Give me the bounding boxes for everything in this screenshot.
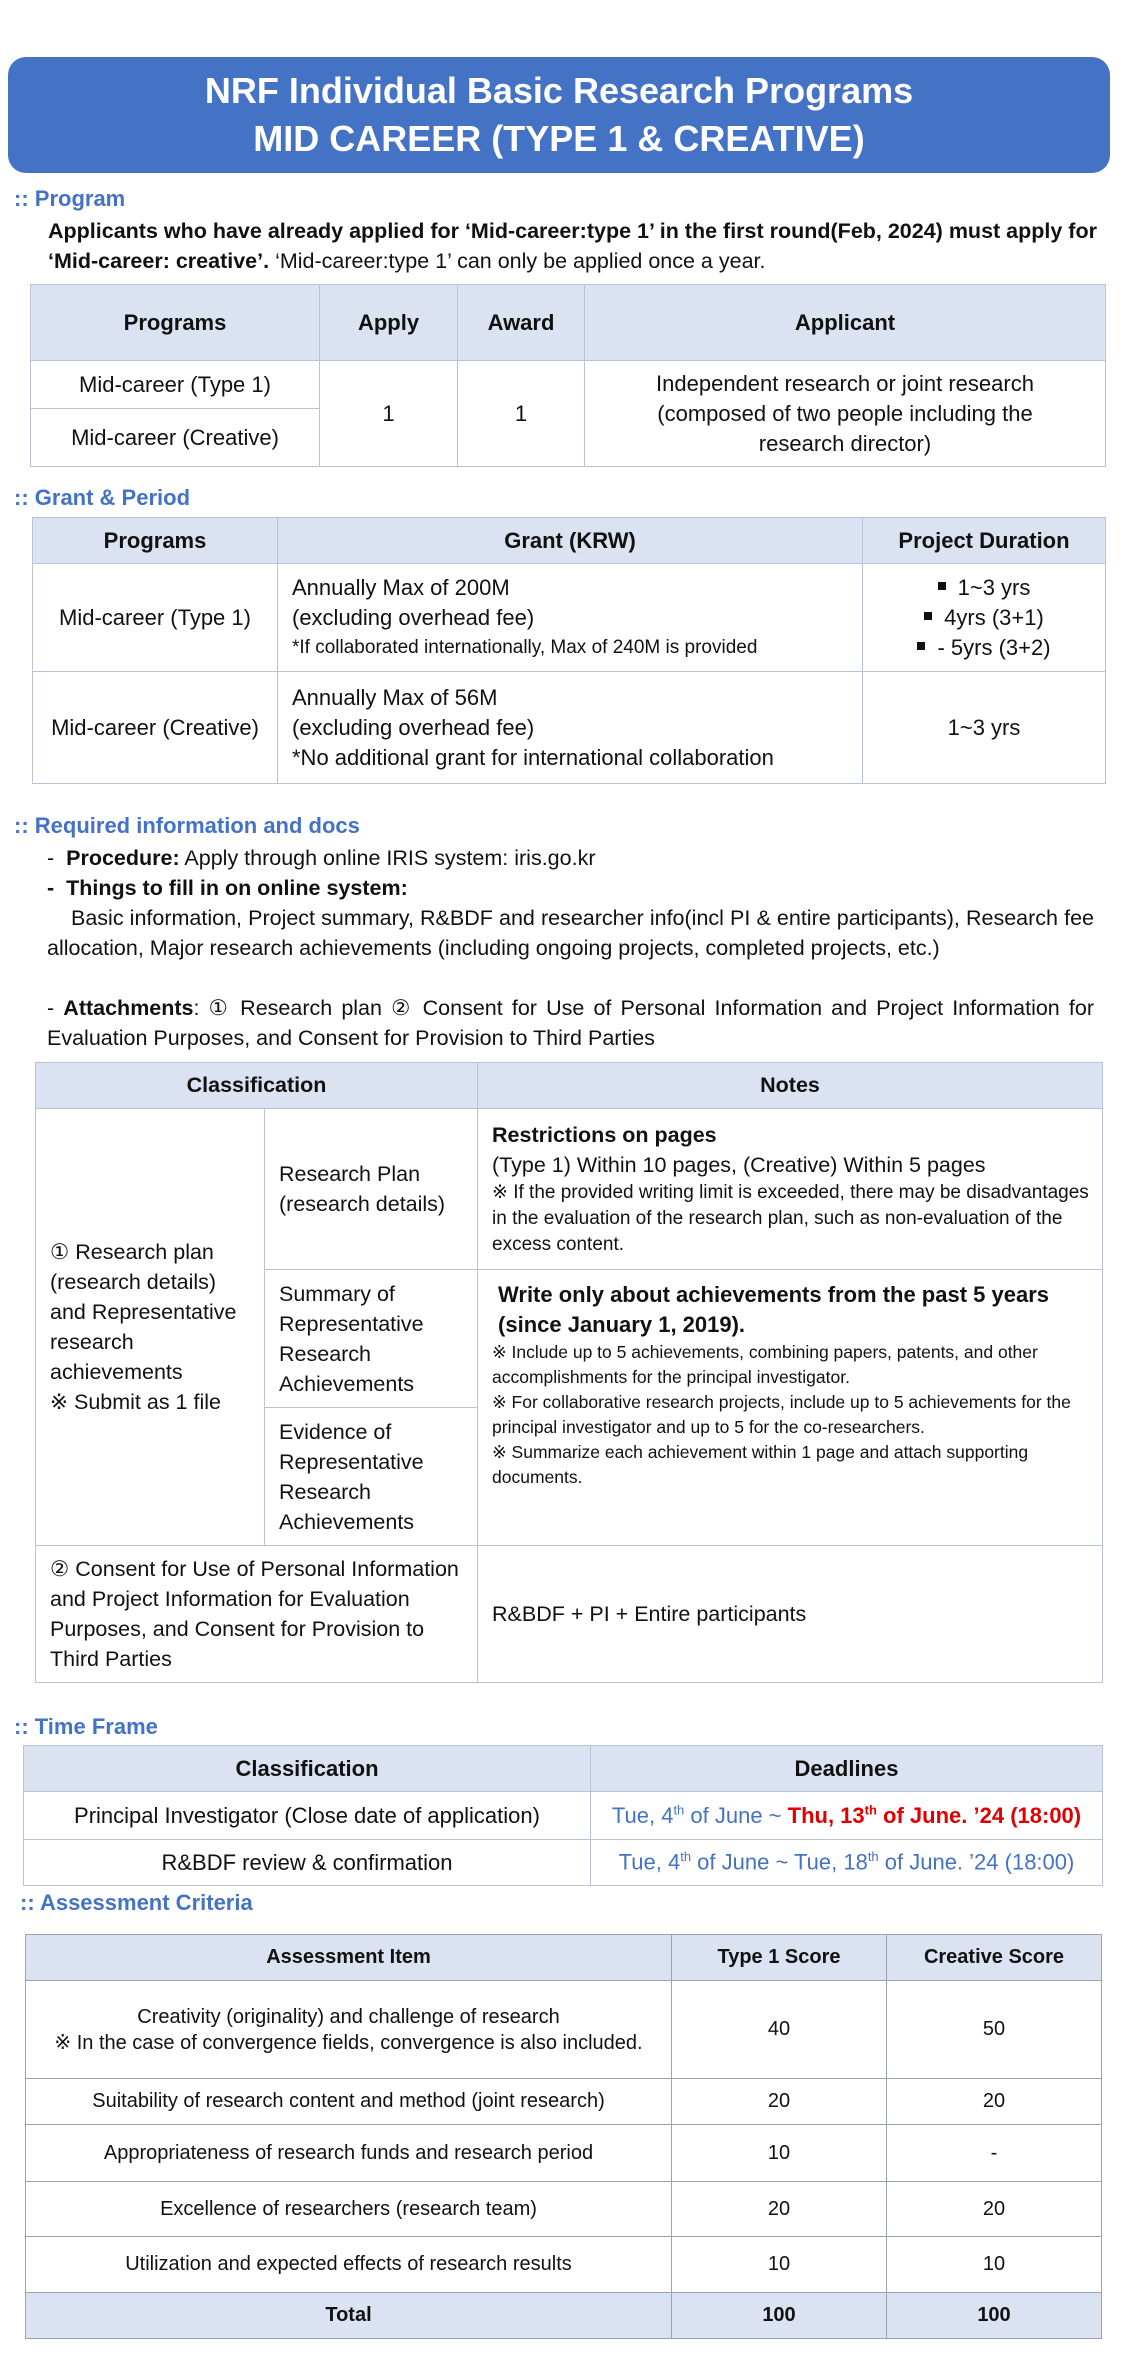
grant-row1-line2: (excluding overhead fee) [292,604,535,630]
note1-line: (Type 1) Within 10 pages, (Creative) Within 5 pages [492,1153,986,1177]
duration-item: 4yrs (3+1) [864,603,1104,633]
assessment-row4-creative: 20 [887,2182,1102,2237]
docs-sub-summary: Summary of Representative Research Achievements [265,1270,478,1408]
timeframe-row2-label: R&BDF review & confirmation [24,1840,591,1886]
assessment-row1-item [26,1981,672,2079]
docs-group2-note: R&BDF + PI + Entire participants [478,1546,1103,1683]
docs-table [35,1062,1103,1683]
fill-label-line: - Things to fill in on online system: [47,876,408,900]
grant-row2-note: *No additional grant for international collaboration [292,744,774,770]
note2-title: Write only about achievements from the past 5 years (since January 1, 2019). [498,1282,1050,1337]
docs-group1-label: ① Research plan (research details) and Representative research achievements [50,1240,237,1384]
program-row-creative: Mid-career (Creative) [31,409,320,467]
timeframe-table [23,1745,1103,1886]
assessment-header-item: Assessment Item [26,1935,672,1981]
program-header-apply: Apply [320,285,458,361]
docs-header-notes: Notes [478,1063,1103,1109]
note2-small3: ※ Summarize each achievement within 1 page and attach supporting documents. [492,1442,1029,1487]
title-line-1: NRF Individual Basic Research Programs [204,70,914,111]
title-line-2: MID CAREER (TYPE 1 & CREATIVE) [253,118,865,159]
assessment-row2-creative: 20 [887,2079,1102,2125]
assessment-row1-creative: 50 [887,1981,1102,2079]
assessment-row5-item: Utilization and expected effects of research results [26,2237,672,2293]
assessment-header-creative: Creative Score [887,1935,1102,1981]
assessment-total-creative: 100 [887,2293,1102,2339]
timeframe-header-classification: Classification [24,1746,591,1792]
assessment-row5-type1: 10 [672,2237,887,2293]
assessment-row1-item-text: Creativity (originality) and challenge of research [137,2005,560,2028]
assessment-table [25,1934,1102,2339]
program-header-award: Award [458,285,585,361]
docs-header-classification: Classification [36,1063,478,1109]
attach-text: : ① Research plan ② Consent for Use of Personal Information and Project Information for Evaluation Purposes, and Consent for Provision to Third Parties [47,996,1094,1050]
grant-row1-grant [278,564,863,672]
program-applicant-value: Independent research or joint research (composed of two people including the research director) [585,361,1106,467]
grant-table [32,517,1106,784]
program-intro-rest: ‘Mid-career:type 1’ can only be applied once a year. [269,249,766,273]
docs-group1 [36,1109,265,1546]
procedure-line: - Procedure: Apply through online IRIS system: iris.go.kr [47,846,596,870]
timeframe-header-deadlines: Deadlines [591,1746,1103,1792]
docs-note-pages [478,1109,1103,1270]
docs-group1-note: ※ Submit as 1 file [50,1390,221,1414]
procedure-label: Procedure: [66,846,180,870]
program-header-programs: Programs [31,285,320,361]
grant-row1-duration [863,564,1106,672]
section-title-assessment: :: Assessment Criteria [20,1890,253,1915]
docs-sub-evidence: Evidence of Representative Research Achievements [265,1408,478,1546]
assessment-header-type1: Type 1 Score [672,1935,887,1981]
duration-item: 1~3 yrs [864,573,1104,603]
docs-sub-research-plan: Research Plan (research details) [265,1109,478,1270]
note1-title: Restrictions on pages [492,1123,717,1147]
grant-row2-duration: 1~3 yrs [863,672,1106,784]
grant-header-programs: Programs [33,518,278,564]
grant-header-grant: Grant (KRW) [278,518,863,564]
timeframe-row2-deadline: Tue, 4th of June ~ Tue, 18th of June. ’24 (18:00) [591,1840,1103,1886]
docs-note-achievements [478,1270,1103,1546]
duration-item: - 5yrs (3+2) [864,633,1104,663]
attach-label: Attachments [63,996,194,1020]
grant-row2-line1: Annually Max of 56M [292,684,498,710]
title-banner [8,57,1110,173]
program-award-value: 1 [458,361,585,467]
assessment-row1-type1: 40 [672,1981,887,2079]
assessment-row3-type1: 10 [672,2125,887,2182]
note1-small: ※ If the provided writing limit is exceeded, there may be disadvantages in the evaluation of the research plan, such as non-evaluation of the excess content. [492,1182,1089,1255]
procedure-text: Apply through online IRIS system: iris.go.kr [179,846,596,870]
note2-small2: ※ For collaborative research projects, include up to 5 achievements for the principal investigator and up to 5 for the co-researchers. [492,1392,1071,1437]
section-title-required: :: Required information and docs [14,813,360,838]
assessment-row2-type1: 20 [672,2079,887,2125]
section-title-grant: :: Grant & Period [14,485,191,510]
grant-row2-program: Mid-career (Creative) [33,672,278,784]
program-table [30,284,1106,467]
fill-label: Things to fill in on online system: [66,876,408,900]
section-title-program: :: Program [14,186,126,211]
timeframe-row1-label: Principal Investigator (Close date of application) [24,1792,591,1840]
program-apply-value: 1 [320,361,458,467]
assessment-row3-creative: - [887,2125,1102,2182]
program-header-applicant: Applicant [585,285,1106,361]
grant-row1-note: *If collaborated internationally, Max of 240M is provided [292,636,758,658]
grant-row2-grant [278,672,863,784]
grant-header-duration: Project Duration [863,518,1106,564]
assessment-row4-type1: 20 [672,2182,887,2237]
note2-small1: ※ Include up to 5 achievements, combining papers, patents, and other accomplishments for the principal investigator. [492,1342,1038,1387]
program-intro-bold: Applicants who have already applied for ‘Mid-career:type 1’ in the first round(Feb, 2024) must apply for ‘Mid-career: creative’. [48,219,1097,273]
grant-row1-line1: Annually Max of 200M [292,574,510,600]
assessment-row3-item: Appropriateness of research funds and research period [26,2125,672,2182]
assessment-row2-item: Suitability of research content and method (joint research) [26,2079,672,2125]
assessment-row4-item: Excellence of researchers (research team) [26,2182,672,2237]
assessment-row5-creative: 10 [887,2237,1102,2293]
assessment-total-type1: 100 [672,2293,887,2339]
grant-row1-program: Mid-career (Type 1) [33,564,278,672]
timeframe-row1-deadline: Tue, 4th of June ~ Thu, 13th of June. ’24 (18:00) [591,1792,1103,1840]
attachments-line: - Attachments: ① Research plan ② Consent for Use of Personal Information and Project Information for Evaluation Purposes, and Consent for Provision to Third Parties [47,996,1094,1050]
assessment-total-label: Total [26,2293,672,2339]
grant-row2-line2: (excluding overhead fee) [292,714,535,740]
section-title-timeframe: :: Time Frame [14,1714,158,1739]
fill-text: Basic information, Project summary, R&BDF and researcher info(incl PI & entire participants), Research fee allocation, Major research achievements (including ongoing projects, completed projects, etc.) [47,906,1094,960]
program-intro [48,216,1098,276]
assessment-row1-note: ※ In the case of convergence fields, convergence is also included. [54,2031,643,2054]
program-row-type1: Mid-career (Type 1) [31,361,320,409]
docs-group2: ② Consent for Use of Personal Information and Project Information for Evaluation Purposes, and Consent for Provision to Third Parties [36,1546,478,1683]
